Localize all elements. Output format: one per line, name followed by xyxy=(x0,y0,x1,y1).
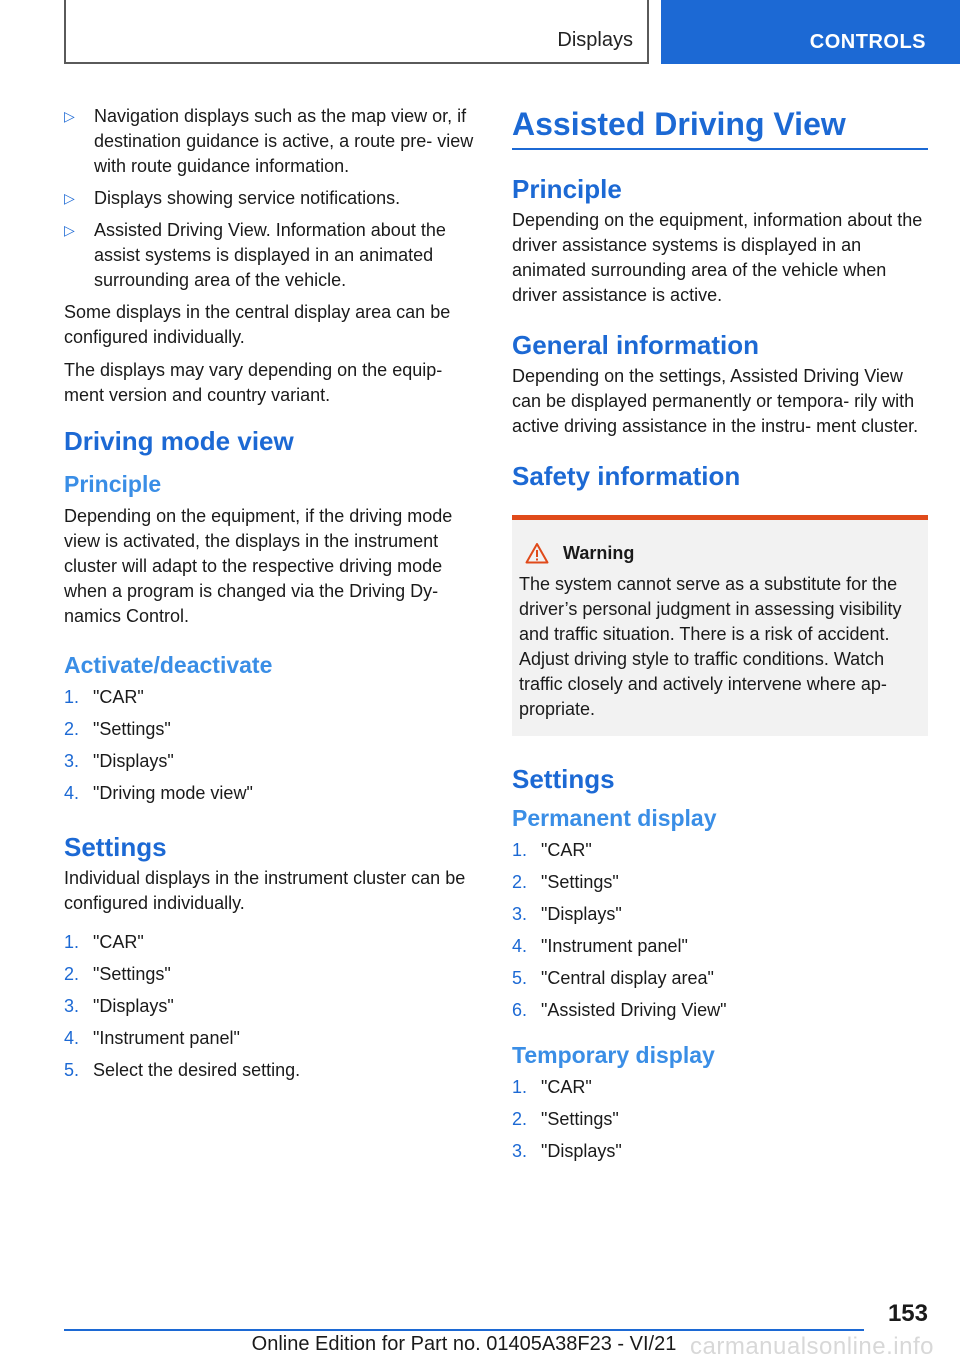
footer-edition: Online Edition for Part no. 01405A38F23 - VI/21 xyxy=(251,1333,677,1355)
list-item: 2. "Settings" xyxy=(512,1109,619,1129)
section-heading-general: General information xyxy=(512,330,760,360)
list-item: 4. "Driving mode view" xyxy=(64,783,253,803)
paragraph: Individual displays in the instrument cluster can be configured individually. xyxy=(64,868,466,913)
triangle-right-icon: ▷ xyxy=(64,108,75,124)
paragraph: Some displays in the central display area can be configured individually. xyxy=(64,302,451,347)
section-heading-principle: Principle xyxy=(512,174,622,204)
list-item: ▷ Navigation displays such as the map view or, if destination guidance is active, a route pre- view with route guidance information. xyxy=(64,106,474,176)
paragraph: Depending on the settings, Assisted Driving View can be displayed permanently or tempora- rily with active driving assistance in the instru- ment cluster. xyxy=(512,366,919,436)
list-item: 2. "Settings" xyxy=(512,872,619,892)
header-section-tab xyxy=(64,0,649,64)
paragraph: Depending on the equipment, information about the driver assistance systems is displayed in an animated surrounding area of the vehicle when driver assistance is active. xyxy=(512,210,923,305)
list-item: 4. "Instrument panel" xyxy=(512,936,688,956)
list-item: 2. "Settings" xyxy=(64,719,171,739)
list-item: 1. "CAR" xyxy=(512,840,592,860)
warning-text: The system cannot serve as a substitute for the driver’s personal judgment in assessing visibility and traffic situation. There is a risk of accident. Adjust driving style to traffic conditions. Watch traffic closely and actively intervene where ap- propriate. xyxy=(519,574,902,719)
list-item: 5. Select the desired setting. xyxy=(64,1060,301,1080)
section-heading-settings-right: Settings xyxy=(512,764,615,794)
settings-steps-list xyxy=(64,930,482,1083)
right-column xyxy=(512,104,928,1178)
list-item: 6. "Assisted Driving View" xyxy=(512,1000,727,1020)
list-item: 4. "Instrument panel" xyxy=(64,1028,240,1048)
page-title: Assisted Driving View xyxy=(512,104,928,150)
section-heading-settings: Settings xyxy=(64,832,167,862)
watermark-text: carmanualsonline.info xyxy=(690,1333,934,1360)
display-bullet-list xyxy=(64,104,482,293)
list-item: 3. "Displays" xyxy=(512,1141,622,1161)
subheading-principle: Principle xyxy=(64,471,162,497)
page-number: 153 xyxy=(887,1300,928,1327)
activate-steps-list xyxy=(64,685,482,806)
list-item: 1. "CAR" xyxy=(64,932,144,952)
list-item: 1. "CAR" xyxy=(512,1077,592,1097)
header-section-title: Displays xyxy=(557,29,633,51)
list-item: 3. "Displays" xyxy=(512,904,622,924)
list-item: ▷ Assisted Driving View. Information about the assist systems is displayed in an animated surrounding area of the vehicle. xyxy=(64,220,446,290)
warning-triangle-icon xyxy=(525,542,549,564)
subheading-activate: Activate/deactivate xyxy=(64,652,273,678)
triangle-right-icon: ▷ xyxy=(64,222,75,238)
list-item: ▷ Displays showing service notifications. xyxy=(64,186,482,211)
warning-box xyxy=(512,515,928,736)
section-heading-driving-mode: Driving mode view xyxy=(64,426,294,456)
list-item: 1. "CAR" xyxy=(64,687,144,707)
paragraph: The displays may vary depending on the equip- ment version and country variant. xyxy=(64,360,443,405)
paragraph: Depending on the equipment, if the driving mode view is activated, the displays in the instrument cluster will adapt to the respective driving mode when a program is changed via the Driving Dy- namics Control. xyxy=(64,506,453,626)
list-item: 5. "Central display area" xyxy=(512,968,714,988)
permanent-steps-list xyxy=(512,838,928,1023)
footer-divider xyxy=(64,1329,864,1331)
triangle-right-icon: ▷ xyxy=(64,190,75,206)
warning-title: Warning xyxy=(563,542,635,563)
list-item: 2. "Settings" xyxy=(64,964,171,984)
subheading-permanent: Permanent display xyxy=(512,805,717,831)
subheading-temporary: Temporary display xyxy=(512,1042,715,1068)
header-chapter-title: CONTROLS xyxy=(809,31,926,53)
list-item: 3. "Displays" xyxy=(64,996,174,1016)
section-heading-safety: Safety information xyxy=(512,461,741,491)
temporary-steps-list xyxy=(512,1075,928,1164)
list-item: 3. "Displays" xyxy=(64,751,174,771)
header-chapter-tab xyxy=(661,0,960,64)
left-column xyxy=(64,104,482,1097)
